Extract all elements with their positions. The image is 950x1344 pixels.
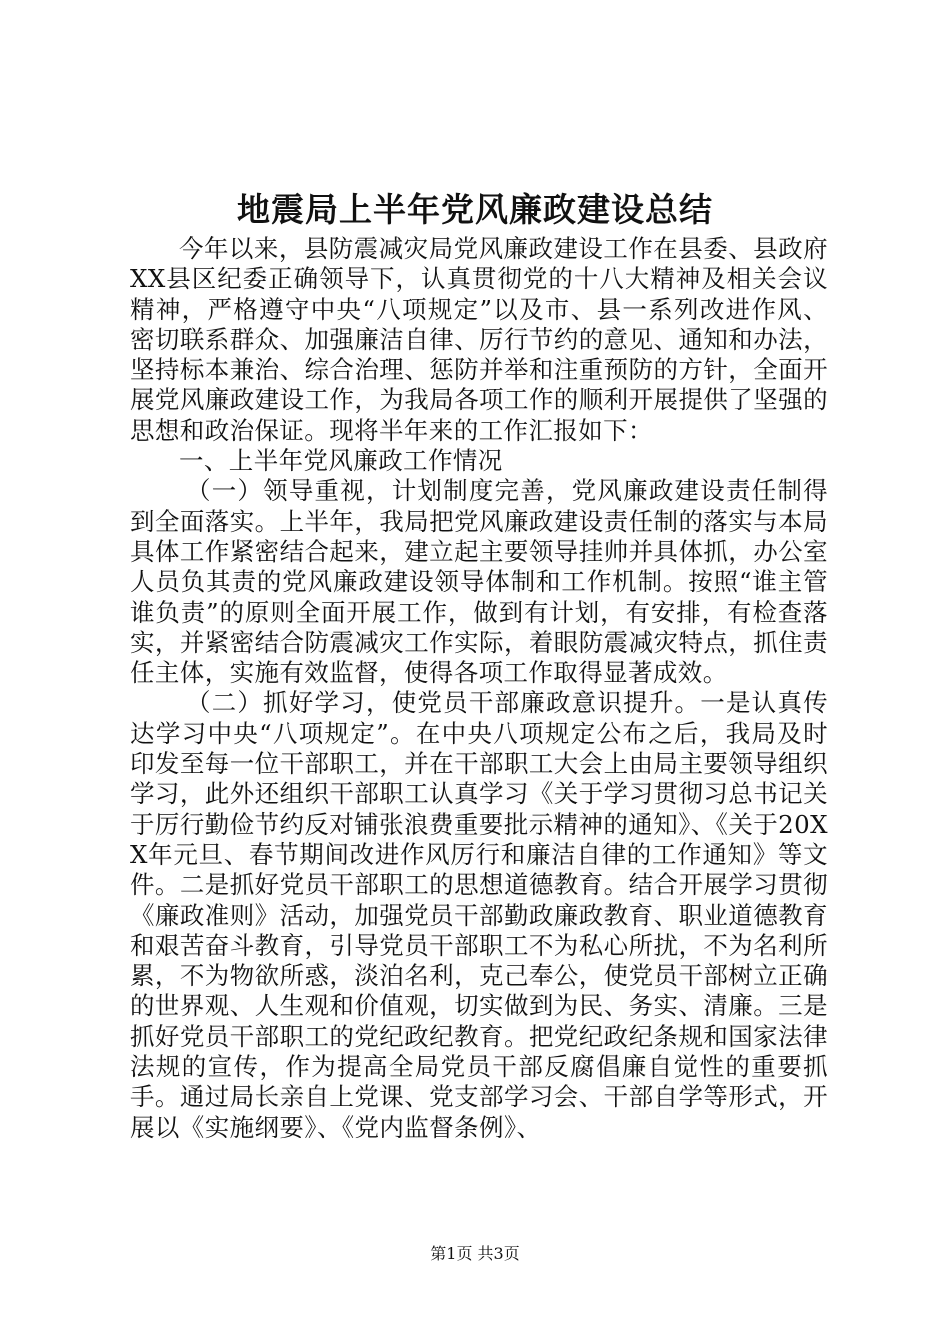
paragraph-item-2: （二）抓好学习，使党员干部廉政意识提升。一是认真传达学习中央“八项规定”。在中央八项规定公布之后，我局及时印发至每一位干部职工，并在干部职工大会上由局主要领导组织学习，此外还组织干部职工认真学习《关于学习贯彻习总书记关于厉行勤俭节约反对铺张浪费重要批示精神的通知》、《关于20XX年元旦、春节期间改进作风厉行和廉洁自律的工作通知》等文件。二是抓好党员干部职工的思想道德教育。结合开展学习贯彻《廉政准则》活动，加强党员干部勤政廉政教育、职业道德教育和艰苦奋斗教育，引导党员干部职工不为私心所扰，不为名利所累，不为物欲所惑，淡泊名利，克己奉公，使党员干部树立正确的世界观、人生观和价值观，切实做到为民、务实、清廉。三是抓好党员干部职工的党纪政纪教育。把党纪政纪条规和国家法律法规的宣传，作为提高全局党员干部反腐倡廉自觉性的重要抓手。通过局长亲自上党课、党支部学习会、干部自学等形式，开展以《实施纲要》、《党内监督条例》、 [130, 688, 828, 1142]
page-number: 第1页 共3页 [430, 1244, 520, 1263]
paragraph-intro: 今年以来，县防震减灾局党风廉政建设工作在县委、县政府XX县区纪委正确领导下，认真贯彻党的十八大精神及相关会议精神，严格遵守中央“八项规定”以及市、县一系列改进作风、密切联系群众、加强廉洁自律、厉行节约的意见、通知和办法，坚持标本兼治、综合治理、惩防并举和注重预防的方针，全面开展党风廉政建设工作，为我局各项工作的顺利开展提供了坚强的思想和政治保证。现将半年来的工作汇报如下： [130, 234, 828, 445]
paragraph-item-1: （一）领导重视，计划制度完善，党风廉政建设责任制得到全面落实。上半年，我局把党风廉政建设责任制的落实与本局具体工作紧密结合起来，建立起主要领导挂帅并具体抓，办公室人员负其责的党风廉政建设领导体制和工作机制。按照“谁主管谁负责”的原则全面开展工作，做到有计划，有安排，有检查落实，并紧密结合防震减灾工作实际，着眼防震减灾特点，抓住责任主体，实施有效监督，使得各项工作取得显著成效。 [130, 476, 828, 688]
document-body [130, 234, 828, 1143]
section-heading-1: 一、上半年党风廉政工作情况 [179, 446, 503, 476]
document-title: 地震局上半年党风廉政建设总结 [237, 190, 713, 229]
